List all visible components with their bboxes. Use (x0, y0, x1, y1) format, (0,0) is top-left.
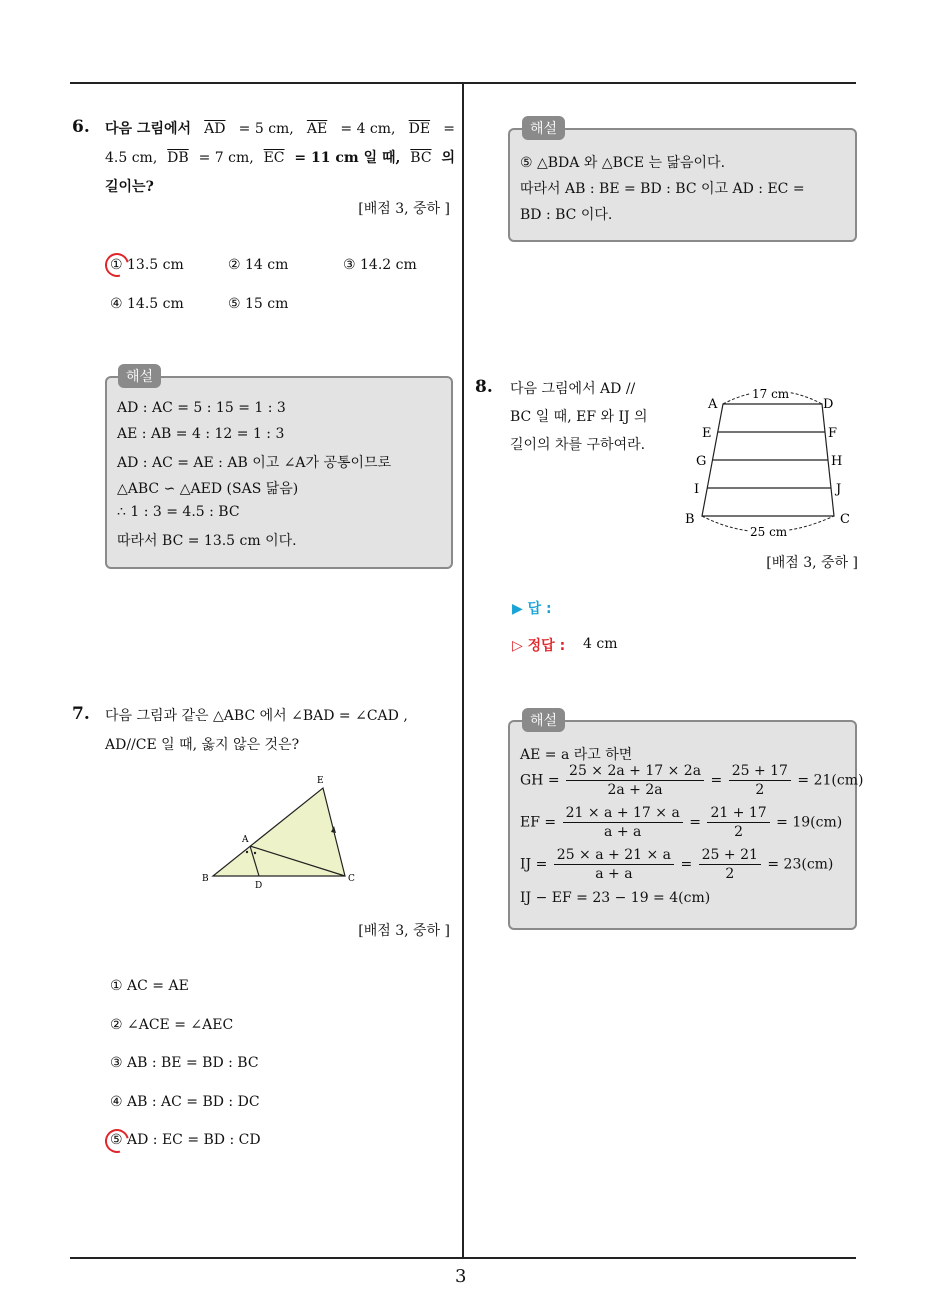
q7-label-c: C (348, 874, 355, 884)
q7-solution-tag: 해설 (522, 116, 565, 140)
q8-sol-line-1: AE = a 라고 하면 (520, 747, 633, 763)
q8-label-h: H (831, 454, 843, 469)
q7-option-2[interactable]: ② ∠ACE = ∠AEC (110, 1017, 234, 1033)
q8-label-a: A (708, 397, 718, 412)
bottom-rule (70, 1257, 856, 1259)
q6-score: [배점 3, 중하 ] (358, 201, 450, 217)
q8-line-3: 길이의 차를 구하여라. (510, 437, 646, 453)
q8-label-f: F (828, 426, 838, 441)
q8-sol-last: IJ − EF = 23 − 19 = 4(cm) (520, 890, 711, 906)
q6-option-2[interactable]: ② 14 cm (228, 257, 289, 273)
q7-option-1[interactable]: ① AC = AE (110, 978, 189, 994)
q6-option-5[interactable]: ⑤ 15 cm (228, 296, 289, 312)
q8-solution-box (508, 720, 864, 930)
q7-label-e: E (317, 776, 324, 786)
q6-sol-line-4: △ABC ∽ △AED (SAS 닮음) (117, 481, 299, 497)
q8-label-j: J (836, 482, 842, 497)
q6-sol-line-3: AD : AC = AE : AB 이고 ∠A가 공통이므로 (117, 455, 392, 471)
q8-answer-input[interactable] (580, 596, 780, 616)
q7-sol-line-2: 따라서 AB : BE = BD : BC 이고 AD : EC = (520, 181, 805, 197)
q6-sol-line-6: 따라서 BC = 13.5 cm 이다. (117, 533, 297, 549)
q7-option-3[interactable]: ③ AB : BE = BD : BC (110, 1055, 259, 1071)
q8-label-d: D (823, 397, 834, 412)
q8-sol-ef: EF = $\frac{21 \times a + 17 \times a}{a + a}$ = $\frac{21 + 17}{2}$ = 19(cm) (520, 805, 843, 840)
q8-correct-label: ▷ 정답 : (512, 638, 566, 654)
q7-sol-line-1: ⑤ △BDA 와 △BCE 는 닮음이다. (520, 155, 726, 171)
q8-label-c: C (840, 512, 850, 527)
column-divider (462, 84, 464, 1258)
q7-line-2: AD//CE 일 때, 옳지 않은 것은? (105, 737, 300, 753)
q7-sol-line-3: BD : BC 이다. (520, 207, 613, 223)
q7-correct-mark (101, 1125, 134, 1158)
q7-solution-box (508, 128, 857, 242)
q7-score: [배점 3, 중하 ] (358, 923, 450, 939)
q7-triangle-figure (195, 770, 365, 895)
q8-label-bottom: 25 cm (750, 525, 788, 539)
q6-sol-line-1: AD : AC = 5 : 15 = 1 : 3 (117, 400, 286, 416)
q8-number: 8. (475, 377, 493, 397)
q7-label-b: B (202, 874, 209, 884)
q8-solution-tag: 해설 (522, 708, 565, 732)
q6-correct-mark (101, 249, 134, 282)
q8-score: [배점 3, 중하 ] (766, 555, 858, 571)
q8-line-2: BC 일 때, EF 와 IJ 의 (510, 409, 648, 425)
q8-correct-value: 4 cm (583, 636, 618, 652)
q8-label-i: I (694, 482, 700, 497)
q7-option-5[interactable]: ⑤ AD : EC = BD : CD (110, 1132, 261, 1148)
q6-option-4[interactable]: ④ 14.5 cm (110, 296, 184, 312)
page-number: 3 (455, 1266, 467, 1287)
q6-option-3[interactable]: ③ 14.2 cm (343, 257, 417, 273)
q8-label-e: E (702, 426, 712, 441)
q7-number: 7. (72, 704, 90, 724)
q8-trapezoid-figure (680, 380, 860, 545)
q8-sol-ij: IJ = $\frac{25 \times a + 21 \times a}{a + a}$ = $\frac{25 + 21}{2}$ = 23(cm) (520, 847, 834, 882)
q6-stem: 다음 그림에서 $\overline{AD}$ = 5 cm, $\overline{AE}$ = 4 cm, $\overline{DE}$ = 4.5 cm, $\overline{DB}$ = 7 cm, $\overline{EC}$ = 11 cm 일 때, $\overline{BC}$ 의 길이는? (105, 121, 455, 195)
q7-label-a: A (242, 835, 249, 845)
q6-number: 6. (72, 117, 90, 137)
q7-option-4[interactable]: ④ AB : AC = BD : DC (110, 1094, 260, 1110)
q6-sol-line-2: AE : AB = 4 : 12 = 1 : 3 (117, 426, 285, 442)
q8-label-g: G (696, 454, 707, 469)
q8-sol-gh: GH = $\frac{25 \times 2a + 17 \times 2a}{2a + 2a}$ = $\frac{25 + 17}{2}$ = 21(cm) (520, 763, 864, 798)
q7-label-d: D (255, 881, 263, 891)
q6-option-1[interactable]: ① 13.5 cm (110, 257, 184, 273)
q8-line-1: 다음 그림에서 AD // (510, 381, 636, 397)
q6-solution-box (105, 376, 453, 569)
q6-sol-line-5: ∴ 1 : 3 = 4.5 : BC (117, 504, 240, 520)
q6-solution-tag: 해설 (118, 364, 161, 388)
q8-label-b: B (685, 512, 695, 527)
q8-label-top: 17 cm (752, 387, 790, 401)
q7-line-1: 다음 그림과 같은 △ABC 에서 ∠BAD = ∠CAD , (105, 708, 408, 724)
q8-answer-label: ▶ 답 : (512, 601, 552, 617)
